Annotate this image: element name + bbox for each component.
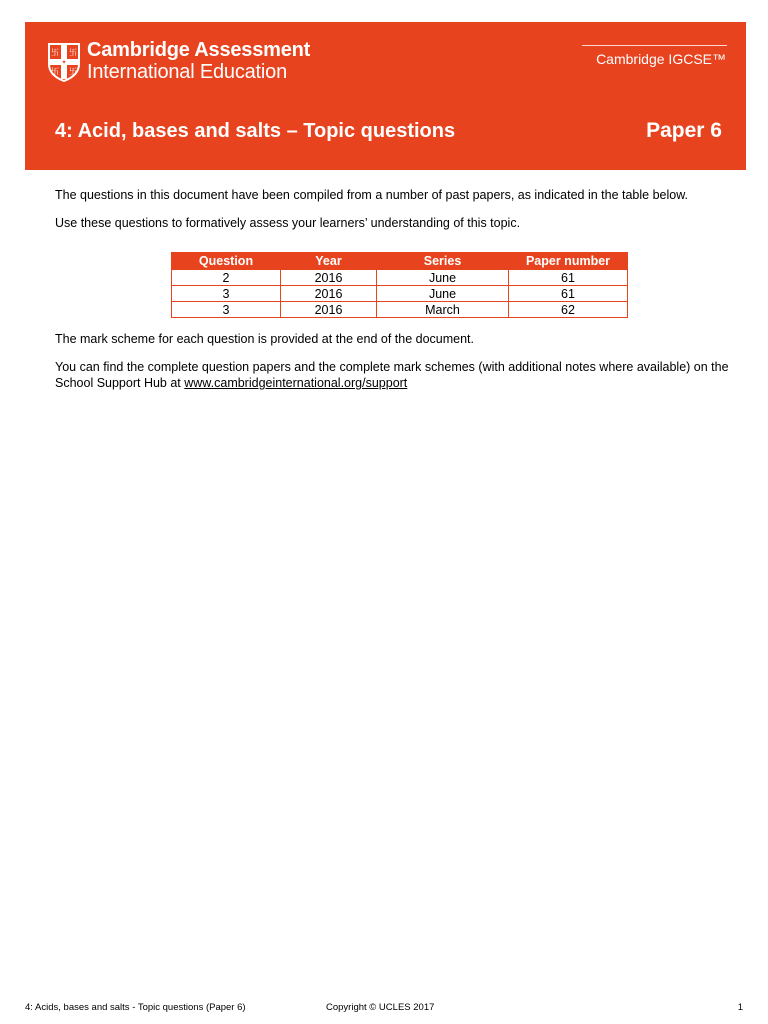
cell-series: June bbox=[377, 286, 509, 302]
cambridge-shield-icon bbox=[47, 42, 81, 82]
column-header-question: Question bbox=[172, 253, 281, 270]
table-row bbox=[172, 270, 628, 286]
qualification-divider bbox=[582, 45, 727, 46]
question-source-table bbox=[171, 252, 628, 318]
svg-text:卐: 卐 bbox=[51, 67, 59, 76]
support-hub-text: You can find the complete question papers and the complete mark schemes (with additional notes where available) on the School Support Hub at bbox=[55, 360, 729, 390]
table-row bbox=[172, 286, 628, 302]
brand-logo bbox=[47, 40, 310, 82]
brand-wordmark bbox=[87, 40, 310, 82]
svg-text:卐: 卐 bbox=[51, 48, 59, 57]
header-band bbox=[25, 22, 746, 170]
cell-year: 2016 bbox=[281, 286, 377, 302]
footer-document-title: 4: Acids, bases and salts - Topic questions (Paper 6) bbox=[25, 1002, 246, 1013]
column-header-year: Year bbox=[281, 253, 377, 270]
brand-name-line1: Cambridge Assessment bbox=[87, 39, 311, 61]
cell-paper-number: 61 bbox=[509, 286, 628, 302]
cell-year: 2016 bbox=[281, 302, 377, 318]
footer-page-number: 1 bbox=[737, 1002, 743, 1013]
footer-copyright: Copyright © UCLES 2017 bbox=[326, 1002, 435, 1013]
table-header-row bbox=[172, 253, 628, 270]
svg-text:✦: ✦ bbox=[61, 59, 67, 66]
svg-text:卐: 卐 bbox=[69, 67, 77, 76]
cell-series: June bbox=[377, 270, 509, 286]
table-row bbox=[172, 302, 628, 318]
svg-text:卐: 卐 bbox=[69, 48, 77, 57]
support-hub-note bbox=[55, 359, 735, 391]
brand-name-line2: International Education bbox=[87, 61, 287, 83]
paper-label: Paper 6 bbox=[646, 119, 722, 142]
column-header-paper-number: Paper number bbox=[509, 253, 628, 270]
cell-paper-number: 61 bbox=[509, 270, 628, 286]
document-title: 4: Acid, bases and salts – Topic questions bbox=[55, 120, 456, 142]
qualification-label: Cambridge IGCSE™ bbox=[596, 51, 726, 67]
mark-scheme-note: The mark scheme for each question is provided at the end of the document. bbox=[55, 332, 474, 346]
cell-series: March bbox=[377, 302, 509, 318]
cell-question: 3 bbox=[172, 286, 281, 302]
cell-year: 2016 bbox=[281, 270, 377, 286]
cell-question: 2 bbox=[172, 270, 281, 286]
intro-paragraph-1: The questions in this document have been compiled from a number of past papers, as indicated in the table below. bbox=[55, 188, 689, 202]
cell-paper-number: 62 bbox=[509, 302, 628, 318]
intro-paragraph-2: Use these questions to formatively assess your learners’ understanding of this topic. bbox=[55, 216, 521, 230]
column-header-series: Series bbox=[377, 253, 509, 270]
support-hub-link[interactable]: www.cambridgeinternational.org/support bbox=[184, 376, 408, 390]
cell-question: 3 bbox=[172, 302, 281, 318]
